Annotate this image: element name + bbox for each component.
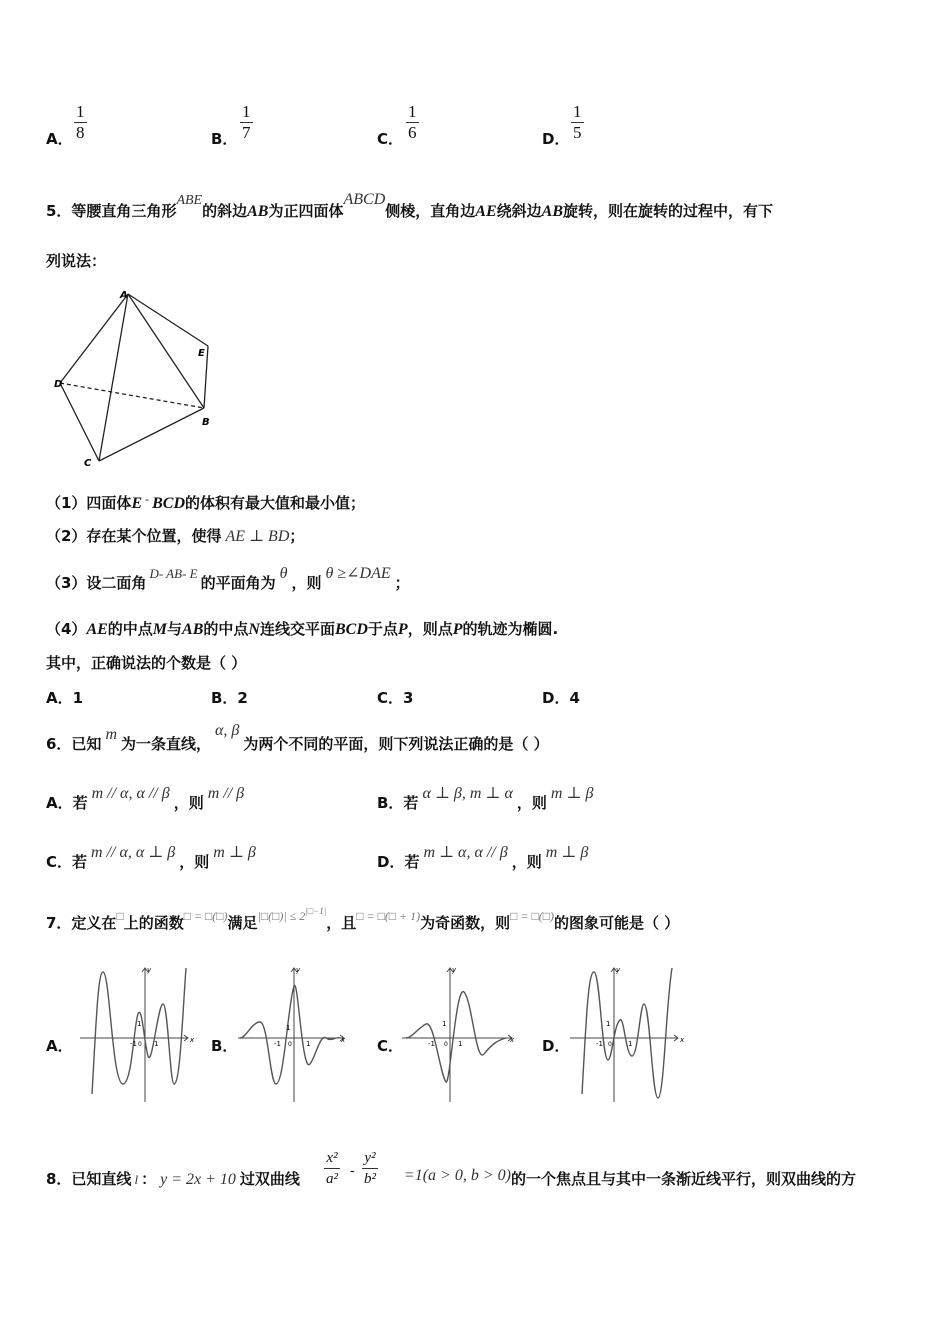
q5-option-d: D．4	[542, 689, 580, 707]
q5-stem-line1	[46, 191, 773, 221]
q8-frac-x	[324, 1148, 340, 1189]
tick-neg-one: -1	[596, 1040, 603, 1048]
q6-option-c	[46, 844, 260, 872]
q8-minus: -	[350, 1163, 355, 1179]
q4-d-num: 1	[573, 102, 582, 121]
q4-option-b-label: B．	[211, 130, 238, 148]
tick-one: 1	[458, 1040, 463, 1048]
q8-frac-y-den: b²	[364, 1171, 376, 1187]
q7-text: 满足	[227, 914, 258, 932]
s3-math-theta: θ	[279, 565, 288, 582]
q5-option-b: B．2	[211, 689, 248, 707]
q7-math-shift: □ = □(□ + 1)	[356, 909, 421, 923]
tick-neg-one: -1	[428, 1040, 435, 1048]
s3-text: 的平面角为	[200, 574, 276, 592]
q8-math-l: l	[134, 1172, 139, 1187]
y-label: y	[296, 966, 301, 974]
q4-a-num: 1	[76, 102, 85, 121]
q8-frac-y	[362, 1148, 378, 1189]
q5-statement-2	[46, 525, 304, 546]
q6-math-m: m	[105, 726, 117, 743]
q5-text: 旋转，则在旋转的过程中，有下	[562, 202, 773, 220]
q8-frac-x-num: x²	[324, 1148, 340, 1169]
s4-text: 连线交平面	[259, 620, 335, 638]
s4-text: 的中点	[203, 620, 249, 638]
s4-math: BCD	[334, 621, 368, 638]
tick-one: 1	[628, 1040, 633, 1048]
tick-neg-one: -1	[274, 1040, 281, 1048]
s2-text: ；	[289, 527, 305, 545]
q5-text: 绕斜边	[496, 202, 542, 220]
s4-math: P	[452, 621, 463, 638]
q6-option-d	[377, 844, 592, 872]
s4-text: 与	[167, 620, 183, 638]
q4-option-c-label: C．	[377, 130, 404, 148]
q5-option-a: A．1	[46, 689, 84, 707]
s4-math: M	[152, 621, 168, 638]
origin: 0	[288, 1041, 292, 1048]
edge-ab	[128, 294, 204, 408]
y-label: y	[616, 966, 621, 974]
origin: 0	[608, 1041, 612, 1048]
q4-c-den: 6	[408, 123, 417, 142]
q8-math-line: y = 2x + 10	[160, 1171, 236, 1188]
q6-option-b	[377, 785, 597, 813]
q5-question: 其中，正确说法的个数是（ ）	[46, 654, 247, 672]
x-label: x	[510, 1036, 515, 1044]
s3-math-ineq: θ ≥∠DAE	[325, 565, 391, 582]
s1-text: （1）四面体	[46, 494, 132, 512]
q7-option-a-label: A．	[46, 1037, 73, 1055]
q6-d-label: D．若	[377, 853, 420, 871]
q7-graph-b	[236, 964, 352, 1104]
y-tick-one: 1	[442, 1020, 447, 1028]
s3-text: （3）设二面角	[46, 574, 147, 592]
q5-statement-3	[46, 565, 410, 593]
q5-math-abcd: ABCD	[343, 191, 386, 208]
q7-graph-d	[568, 964, 686, 1104]
y-tick-one: 1	[606, 1020, 611, 1028]
x-label: x	[190, 1036, 195, 1044]
q5-statement-1	[46, 492, 365, 513]
q5-option-c: C．3	[377, 689, 414, 707]
curve	[406, 992, 506, 1083]
q7-text: 上的函数	[123, 914, 184, 932]
edge-dc	[60, 383, 99, 461]
s4-math: P	[397, 621, 408, 638]
q7-option-d-label: D．	[542, 1037, 570, 1055]
q4-b-num: 1	[242, 102, 251, 121]
q5-math-ab: AB	[247, 203, 269, 220]
q6-d-then: ，则	[511, 853, 542, 871]
q6-b-res: m ⊥ β	[550, 785, 594, 802]
label-a: A	[120, 290, 128, 301]
q6-d-res: m ⊥ β	[545, 844, 589, 861]
q7-text: 的图象可能是（ ）	[554, 914, 680, 932]
q6-b-cond: α ⊥ β, m ⊥ α	[422, 785, 513, 802]
q5-text: 为正四面体	[268, 202, 344, 220]
q5-stem-line2: 列说法：	[46, 252, 107, 270]
x-label: x	[341, 1036, 346, 1044]
q8-text: ：	[141, 1170, 157, 1188]
curve	[240, 985, 340, 1084]
s4-text: 的轨迹为椭圆.	[462, 620, 559, 638]
q7-math-ineq: |□(□)| ≤ 2	[257, 909, 306, 923]
edge-ac	[99, 294, 128, 461]
s2-text: （2）存在某个位置，使得	[46, 527, 222, 545]
curve	[582, 968, 672, 1098]
q7-math-r: □	[116, 909, 124, 923]
q5-statement-4	[46, 618, 558, 639]
tick-one: 1	[306, 1040, 311, 1048]
s1-math-bcd: BCD	[152, 495, 186, 512]
origin: 0	[444, 1041, 448, 1048]
q6-b-then: ，则	[516, 794, 547, 812]
q7-math-exp: |□−1|	[305, 906, 327, 916]
q4-c-num: 1	[408, 102, 417, 121]
s4-text: 于点	[367, 620, 398, 638]
q7-stem	[46, 906, 680, 933]
label-b: B	[202, 417, 210, 428]
s2-math: AE ⊥ BD	[225, 528, 290, 545]
s3-math-angle: D‐ AB‐ E	[149, 566, 198, 581]
q7-math-func: □ = □(□)	[183, 909, 228, 923]
q6-text: 为两个不同的平面，则下列说法正确的是（ ）	[243, 735, 549, 753]
q6-c-label: C．若	[46, 853, 88, 871]
s4-text: ，则点	[407, 620, 453, 638]
q4-b-den: 7	[242, 123, 251, 142]
q4-option-b-fraction	[240, 102, 253, 143]
s4-math: N	[248, 621, 260, 638]
q7-option-b-label: B．	[211, 1037, 238, 1055]
edge-ae	[128, 294, 208, 346]
label-c: C	[84, 458, 92, 469]
q5-math-abe: ABE	[176, 193, 203, 208]
q4-option-a-fraction	[74, 102, 87, 143]
tetrahedron-figure	[46, 284, 226, 474]
q6-a-then: ，则	[173, 794, 204, 812]
s3-text: ，则	[291, 574, 322, 592]
q6-c-cond: m // α, α ⊥ β	[91, 844, 176, 861]
s4-text: （4）	[46, 620, 87, 638]
s1-text: 的体积有最大值和最小值；	[185, 494, 366, 512]
q7-math-func2: □ = □(□)	[510, 909, 555, 923]
q7-graph-c	[400, 964, 520, 1104]
edge-db-hidden	[60, 383, 204, 408]
q7-graph-a	[78, 964, 196, 1104]
x-label: x	[680, 1036, 685, 1044]
q6-option-a	[46, 785, 248, 813]
curve	[92, 968, 186, 1094]
y-label: y	[147, 966, 152, 974]
edge-cb	[99, 408, 204, 461]
q4-option-a-label: A．	[46, 130, 73, 148]
q6-stem	[46, 722, 549, 754]
q8-stem	[46, 1168, 856, 1189]
q6-c-res: m ⊥ β	[213, 844, 256, 861]
label-e: E	[198, 348, 205, 359]
s4-math: AE	[86, 621, 108, 638]
q6-b-label: B．若	[377, 794, 419, 812]
q6-text: 6．已知	[46, 735, 102, 753]
q5-math-ab2: AB	[541, 203, 563, 220]
q4-option-d-label: D．	[542, 130, 570, 148]
q5-math-ae: AE	[475, 203, 497, 220]
q8-text: 8．已知直线	[46, 1170, 132, 1188]
q6-d-cond: m ⊥ α, α // β	[423, 844, 508, 861]
y-tick-one: 1	[137, 1020, 142, 1028]
q4-option-d-fraction	[571, 102, 584, 143]
s4-math: AB	[182, 621, 204, 638]
s1-sep: ‐	[145, 493, 150, 506]
s3-text: ；	[394, 574, 410, 592]
q4-a-den: 8	[76, 123, 85, 142]
q8-text: 过双曲线	[239, 1170, 300, 1188]
q4-option-c-fraction	[406, 102, 419, 143]
q6-math-ab: α, β	[215, 722, 240, 739]
q7-option-c-label: C．	[377, 1037, 404, 1055]
edge-ad	[60, 294, 128, 383]
tick-one: 1	[154, 1040, 159, 1048]
q6-a-label: A．若	[46, 794, 88, 812]
s4-text: 的中点	[107, 620, 153, 638]
q5-text: 5．等腰直角三角形	[46, 202, 177, 220]
q7-text: 7．定义在	[46, 914, 117, 932]
s1-math-e: E	[131, 495, 143, 512]
q7-text: ，且	[326, 914, 357, 932]
q8-frac-y-num: y²	[362, 1148, 378, 1169]
tick-neg-one: -1	[130, 1040, 137, 1048]
q7-text: 为奇函数，则	[420, 914, 511, 932]
q8-text: 的一个焦点且与其中一条渐近线平行，则双曲线的方	[510, 1170, 856, 1188]
q6-a-res: m // β	[207, 785, 245, 802]
q8-frac-x-den: a²	[326, 1171, 338, 1187]
q6-a-cond: m // α, α // β	[91, 785, 170, 802]
label-d: D	[54, 379, 63, 390]
q6-text: 为一条直线，	[121, 735, 212, 753]
y-tick-one: 1	[286, 1024, 291, 1032]
q5-text: 的斜边	[202, 202, 248, 220]
q6-c-then: ，则	[179, 853, 210, 871]
origin: 0	[138, 1041, 142, 1048]
q4-d-den: 5	[573, 123, 582, 142]
q8-math-cond: =1(a > 0, b > 0)	[403, 1167, 511, 1184]
q5-text: 侧棱，直角边	[385, 202, 476, 220]
y-label: y	[452, 966, 457, 974]
